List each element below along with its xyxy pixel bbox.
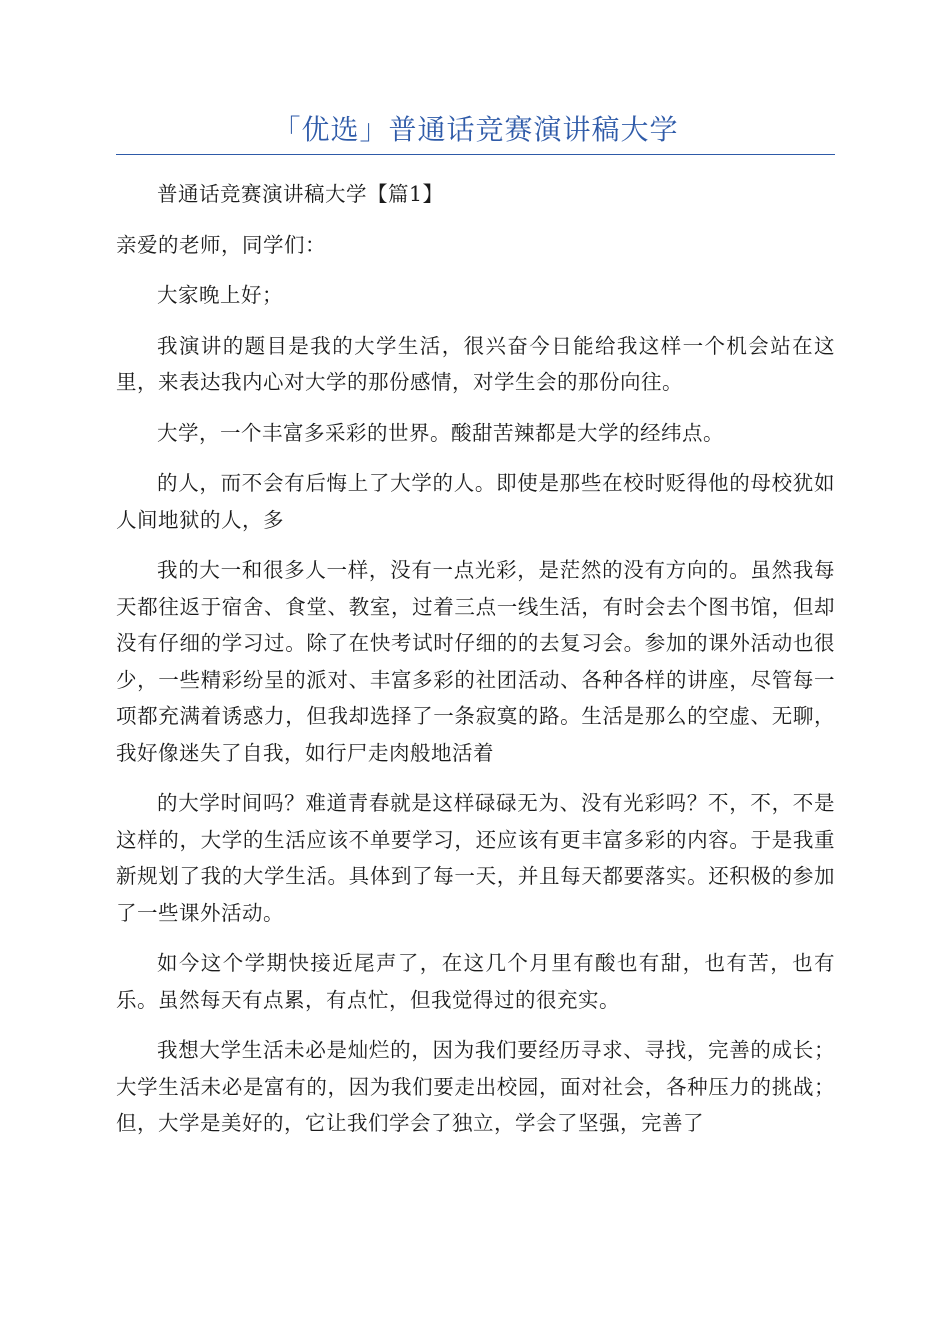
paragraph: 我想大学生活未必是灿烂的，因为我们要经历寻求、寻找，完善的成长；大学生活未必是富有的，因为我们要走出校园，面对社会，各种压力的挑战；但，大学是美好的，它让我们学会了独立，学会了坚强，完善了 bbox=[116, 1038, 835, 1135]
title-underline bbox=[116, 154, 835, 155]
paragraph: 我演讲的题目是我的大学生活，很兴奋今日能给我这样一个机会站在这里，来表达我内心对大学的那份感情，对学生会的那份向往。 bbox=[116, 333, 835, 394]
section-heading: 普通话竞赛演讲稿大学【篇1】 bbox=[157, 182, 444, 206]
paragraph: 的大学时间吗？难道青春就是这样碌碌无为、没有光彩吗？不，不，不是这样的，大学的生活应该不单要学习，还应该有更丰富多彩的内容。于是我重新规划了我的大学生活。具体到了每一天，并且每天都要落实。还积极的参加了一些课外活动。 bbox=[116, 791, 835, 925]
paragraph: 如今这个学期快接近尾声了，在这几个月里有酸也有甜，也有苦，也有乐。虽然每天有点累，有点忙，但我觉得过的很充实。 bbox=[116, 951, 835, 1012]
paragraph: 我的大一和很多人一样，没有一点光彩，是茫然的没有方向的。虽然我每天都往返于宿舍、食堂、教室，过着三点一线生活，有时会去个图书馆，但却没有仔细的学习过。除了在快考试时仔细的的去复习会。参加的课外活动也很少，一些精彩纷呈的派对、丰富多彩的社团活动、各种各样的讲座，尽管每一项都充满着诱惑力，但我却选择了一条寂寞的路。生活是那么的空虚、无聊，我好像迷失了自我，如行尸走肉般地活着 bbox=[116, 558, 835, 765]
greeting: 大家晚上好； bbox=[157, 283, 283, 307]
paragraph: 大学，一个丰富多采彩的世界。酸甜苦辣都是大学的经纬点。 bbox=[157, 420, 724, 445]
paragraph: 的人，而不会有后悔上了大学的人。即使是那些在校时贬得他的母校犹如人间地狱的人，多 bbox=[116, 471, 835, 532]
document-body bbox=[116, 176, 835, 1156]
document-title: 「优选」普通话竞赛演讲稿大学 bbox=[272, 113, 679, 146]
salutation: 亲爱的老师，同学们： bbox=[116, 232, 326, 257]
